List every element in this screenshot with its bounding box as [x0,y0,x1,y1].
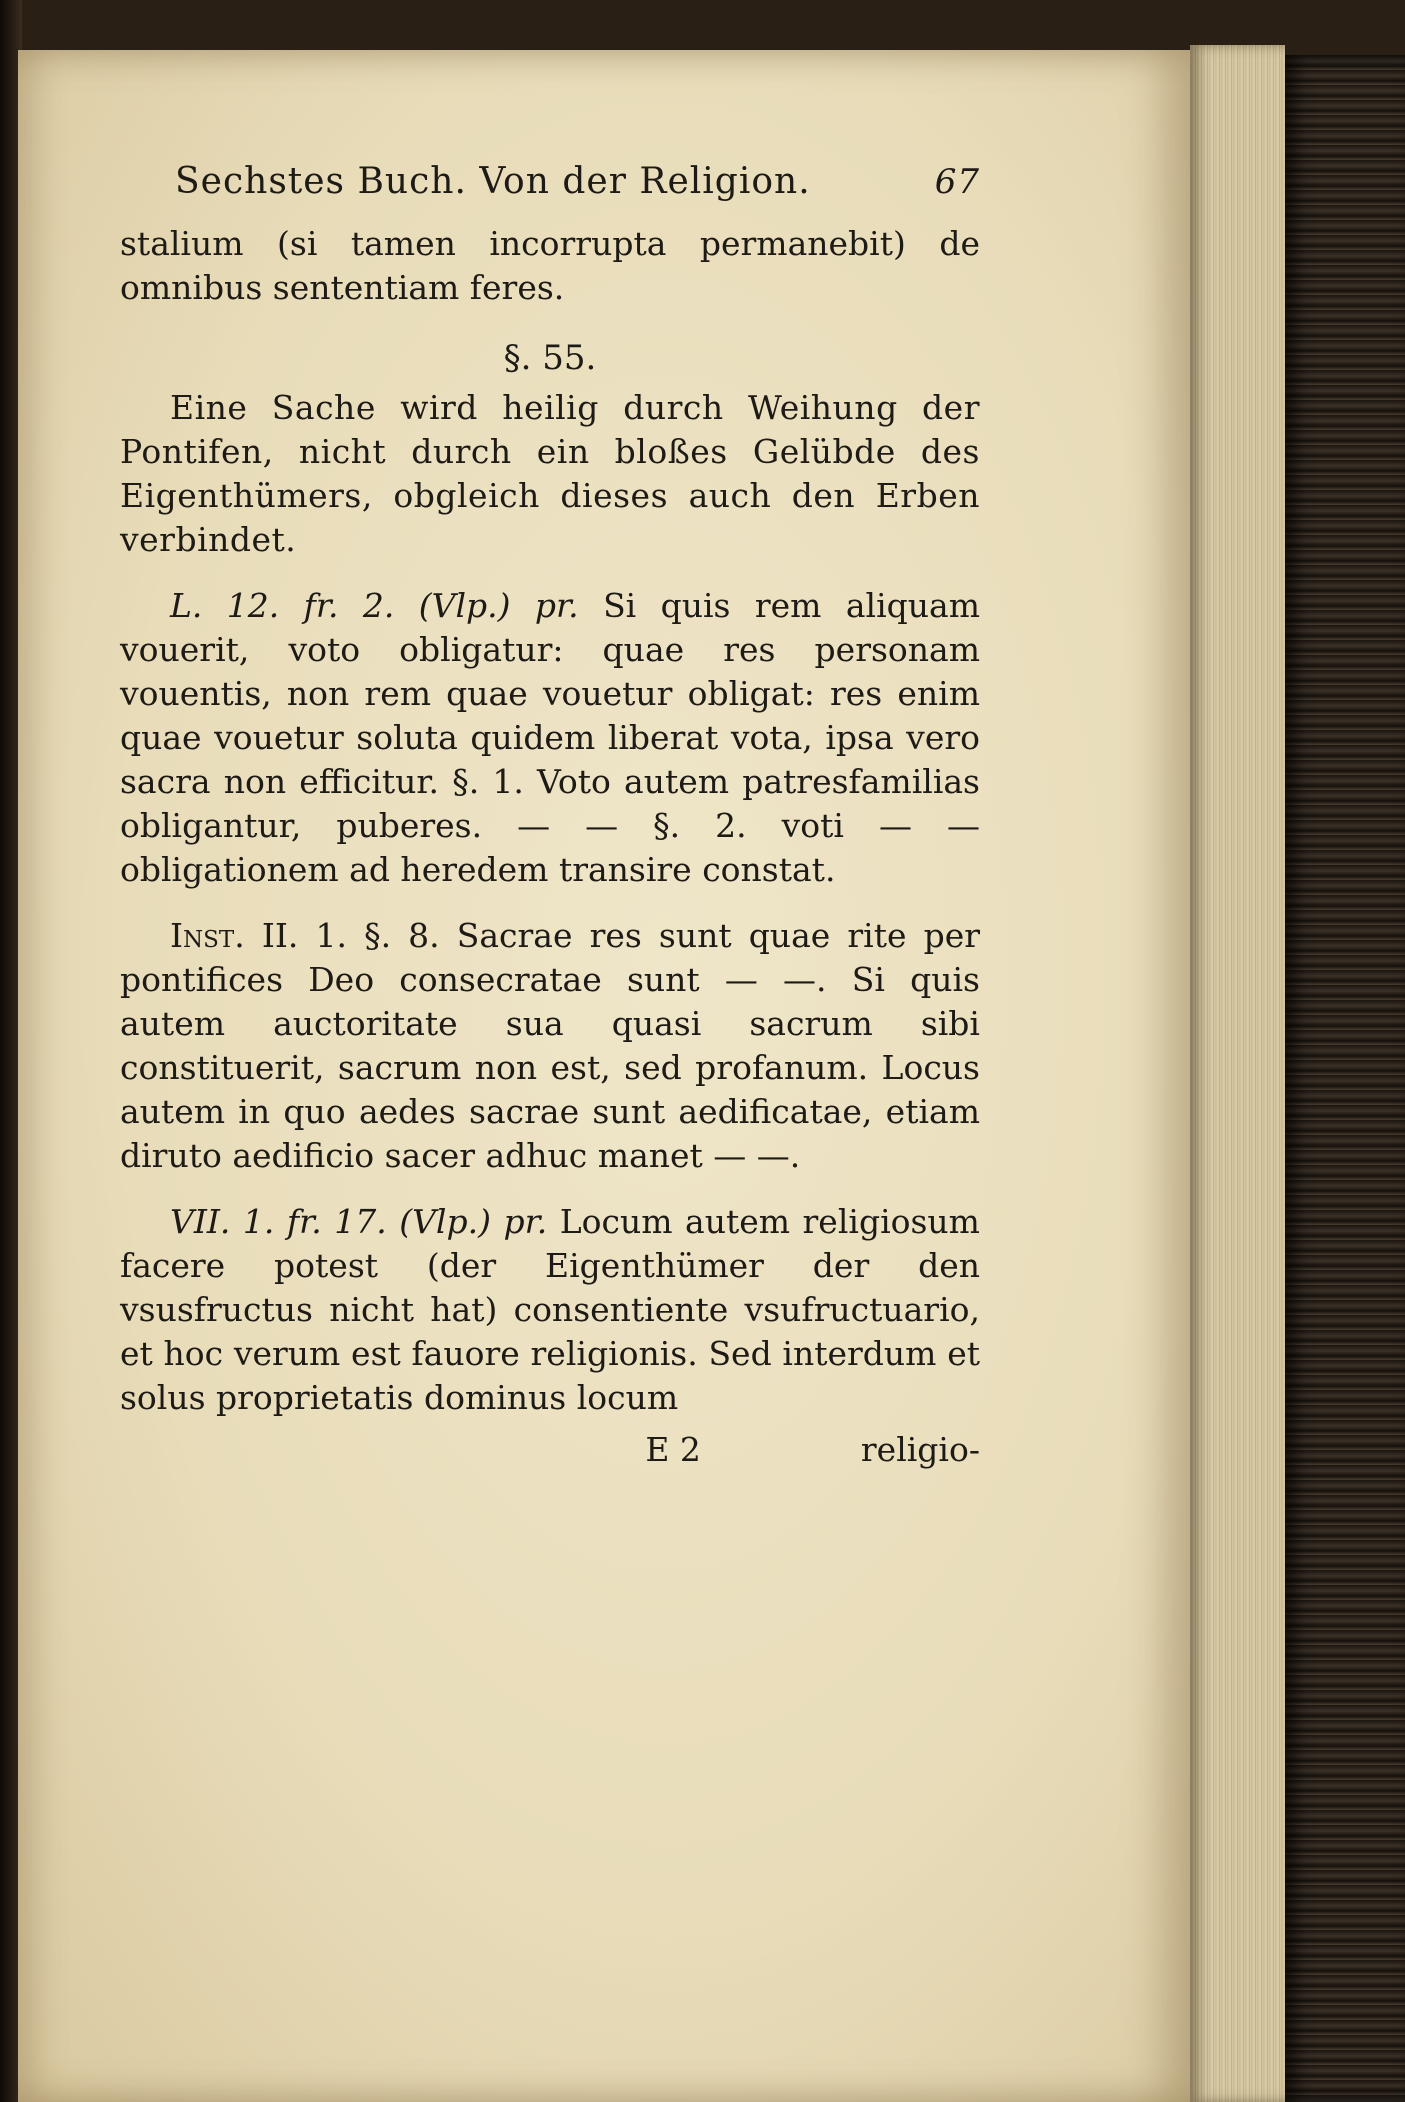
citation-1-text: Si quis rem aliquam vouerit, voto obligatur: quae res personam vouentis, non rem quae vouetur obligat: res enim quae vouetur soluta quidem liberat vota, ipsa vero sacra non efficitur. §. 1. Voto autem patresfamilias obligantur, puberes. — — §. 2. voti — — obligationem ad heredem transire constat. [120,586,980,889]
citation-1-ref: L. 12. fr. 2. (Vlp.) pr. [170,586,579,625]
footer-line [120,1428,980,1472]
citation-1 [120,584,980,892]
citation-3 [120,1200,980,1420]
citation-2-ref: Inst. II. 1. §. 8. [170,916,440,955]
citation-2 [120,914,980,1178]
citation-2-text: Sacrae res sunt quae rite per pontifices Deo consecratae sunt — —. Si quis autem auctoritate sua quasi sacrum sibi constituerit, sacrum non est, sed profanum. Locus autem in quo aedes sacrae sunt aedificatae, etiam diruto aedificio sacer adhuc manet — —. [120,916,980,1175]
section-number: §. 55. [503,338,597,378]
signature-mark: E 2 [645,1430,701,1469]
citation-3-ref: VII. 1. fr. 17. (Vlp.) pr. [170,1202,548,1241]
continuation-paragraph: stalium (si tamen incorrupta permanebit) de omnibus sententiam feres. [120,224,980,307]
catchword: religio- [860,1430,980,1469]
citation-3-text: Locum autem religiosum facere potest (der Eigenthümer der den vsusfructus nicht hat) consentiente vsufructuario, et hoc verum est fauore religionis. Sed interdum et solus proprietatis dominus locum [120,1202,980,1417]
book-cover-spine [1285,55,1405,2102]
page-number: 67 [934,162,980,202]
running-header [120,160,980,204]
page-edges [1190,45,1285,2102]
german-paragraph: Eine Sache wird heilig durch Weihung der Pontifen, nicht durch ein bloßes Gelübde des Eigenthümers, obgleich dieses auch den Erben verbindet. [120,388,980,559]
page-text [120,160,980,1472]
running-title: Sechstes Buch. Von der Religion. [175,161,811,202]
